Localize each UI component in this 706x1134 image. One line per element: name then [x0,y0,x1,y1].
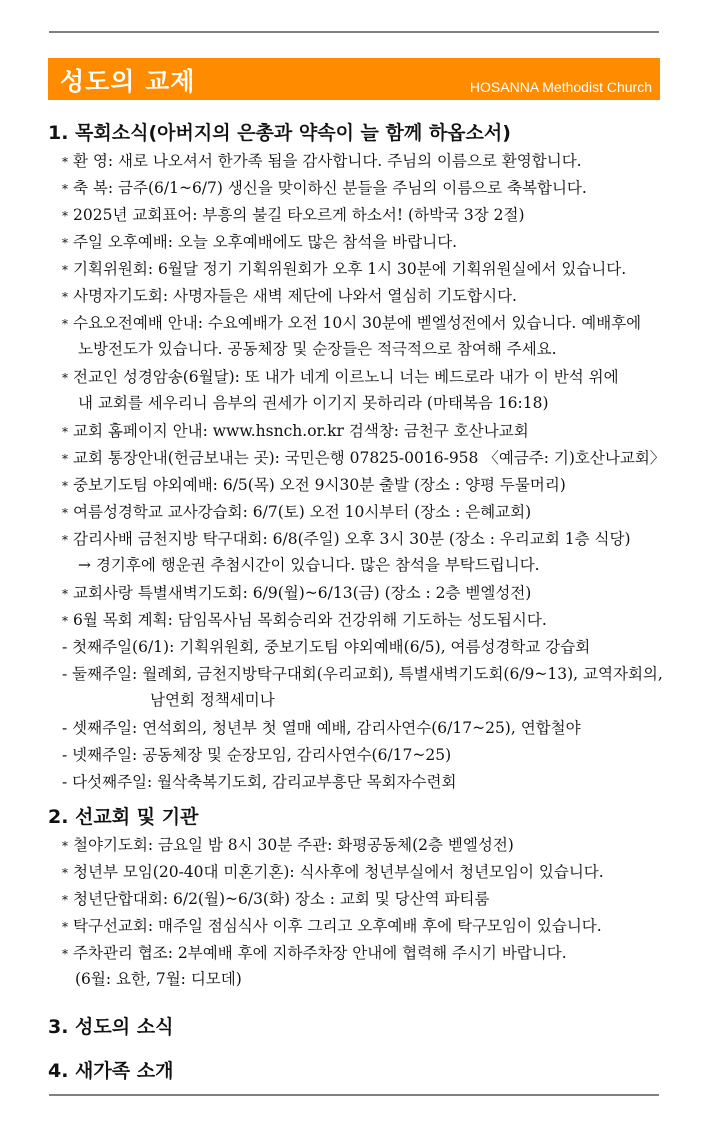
news-item: * 사명자기도회: 사명자들은 새벽 제단에 나와서 열심히 기도합시다. [62,287,517,305]
bullet-icon: * [62,452,68,466]
plan-week-2: - 둘째주일: 월례회, 금천지방탁구대회(우리교회), 특별새벽기도회(6/9~13), 교역자회의, [62,665,663,683]
section-heading-new-family: 4. 새가족 소개 [48,1060,174,1082]
plan-week-3: - 셋째주일: 연석회의, 청년부 첫 열매 예배, 감리사연수(6/17~25), 연합철야 [62,719,581,737]
news-item: * 감리사배 금천지방 탁구대회: 6/8(주일) 오후 3시 30분 (장소 : 우리교회 1층 식당) [62,530,631,548]
plan-week-1: - 첫째주일(6/1): 기획위원회, 중보기도팀 야외예배(6/5), 여름성경학교 강습회 [62,638,591,656]
news-item-bank-account: * 교회 통장안내(헌금보내는 곳): 국민은행 07825-0016-958 〈예금주: 기)호산나교회〉 [62,449,666,467]
news-item: * 기획위원회: 6월달 정기 기획위원회가 오후 1시 30분에 기획위원실에서 있습니다. [62,260,627,278]
section-heading-pastoral-news: 1. 목회소식(아버지의 은총과 약속이 늘 함께 하옵소서) [48,122,511,144]
plan-week-5: - 다섯째주일: 월삭축복기도회, 감리교부흥단 목회자수련회 [62,773,457,791]
bullet-icon: * [62,236,68,250]
bullet-icon: * [62,614,68,628]
news-item-homepage: * 교회 홈페이지 안내: www.hsnch.or.kr 검색창: 금천구 호산나교회 [62,422,529,440]
bullet-icon: * [62,587,68,601]
news-item: * 주일 오후예배: 오늘 오후예배에도 많은 참석을 바랍니다. [62,233,458,251]
bullet-icon: * [62,893,68,907]
plan-week-2-continuation: 남연회 정책세미나 [150,691,275,709]
news-item: * 2025년 교회표어: 부흥의 불길 타오르게 하소서! (하박국 3장 2절) [62,206,525,224]
news-item: * 중보기도팀 야외예배: 6/5(목) 오전 9시30분 출발 (장소 : 양평 두물머리) [62,476,566,494]
news-item-continuation: → 경기후에 행운권 추첨시간이 있습니다. 많은 참석을 부탁드립니다. [78,556,540,574]
bullet-icon: * [62,371,68,385]
bullet-icon: * [62,155,68,169]
missions-item: * 탁구선교회: 매주일 점심식사 이후 그리고 오후예배 후에 탁구모임이 있습니다. [62,917,602,935]
news-item: * 6월 목회 계획: 담임목사님 목회승리와 건강위해 기도하는 성도됩시다. [62,611,547,629]
section-heading-missions: 2. 선교회 및 기관 [48,806,199,828]
news-item: * 환 영: 새로 나오셔서 한가족 됨을 감사합니다. 주님의 이름으로 환영합니다. [62,152,582,170]
bullet-icon: * [62,425,68,439]
bullet-icon: * [62,506,68,520]
bullet-icon: * [62,209,68,223]
bullet-icon: * [62,263,68,277]
news-item-continuation: 내 교회를 세우리니 음부의 권세가 이기지 못하리라 (마태복음 16:18) [78,394,549,412]
missions-item: * 주차관리 협조: 2부예배 후에 지하주차장 안내에 협력해 주시기 바랍니다. [62,944,567,962]
bottom-divider [49,1094,659,1096]
bullet-icon: * [62,182,68,196]
news-item: * 교회사랑 특별새벽기도회: 6/9(월)~6/13(금) (장소 : 2층 벧엘성전) [62,584,532,602]
section-heading-member-news: 3. 성도의 소식 [48,1016,174,1038]
bullet-icon: * [62,947,68,961]
bullet-icon: * [62,533,68,547]
missions-item: * 청년부 모임(20-40대 미혼기혼): 식사후에 청년부실에서 청년모임이 있습니다. [62,863,604,881]
banner-title: 성도의 교제 [60,67,196,96]
bullet-icon: * [62,479,68,493]
church-name: HOSANNA Methodist Church [469,79,652,95]
missions-item: * 철야기도회: 금요일 밤 8시 30분 주관: 화평공동체(2층 벧엘성전) [62,836,514,854]
bullet-icon: * [62,866,68,880]
plan-week-4: - 넷째주일: 공동체장 및 순장모임, 감리사연수(6/17~25) [62,746,452,764]
news-item: * 수요오전예배 안내: 수요예배가 오전 10시 30분에 벧엘성전에서 있습니다. 예배후에 [62,314,642,332]
bullet-icon: * [62,839,68,853]
news-item: * 전교인 성경암송(6월달): 또 내가 네게 이르노니 너는 베드로라 내가 이 반석 위에 [62,368,619,386]
bullet-icon: * [62,920,68,934]
top-divider [49,31,659,33]
missions-item: * 청년단합대회: 6/2(월)~6/3(화) 장소 : 교회 및 당산역 파티룸 [62,890,490,908]
news-item: * 축 복: 금주(6/1~6/7) 생신을 맞이하신 분들을 주님의 이름으로 축복합니다. [62,179,587,197]
section-banner [48,58,660,100]
news-item-continuation: 노방전도가 있습니다. 공동체장 및 순장들은 적극적으로 참여해 주세요. [78,340,557,358]
news-item: * 여름성경학교 교사강습회: 6/7(토) 오전 10시부터 (장소 : 은혜교회) [62,503,532,521]
bullet-icon: * [62,317,68,331]
bullet-icon: * [62,290,68,304]
missions-item-continuation: (6월: 요한, 7월: 디모데) [75,970,242,988]
